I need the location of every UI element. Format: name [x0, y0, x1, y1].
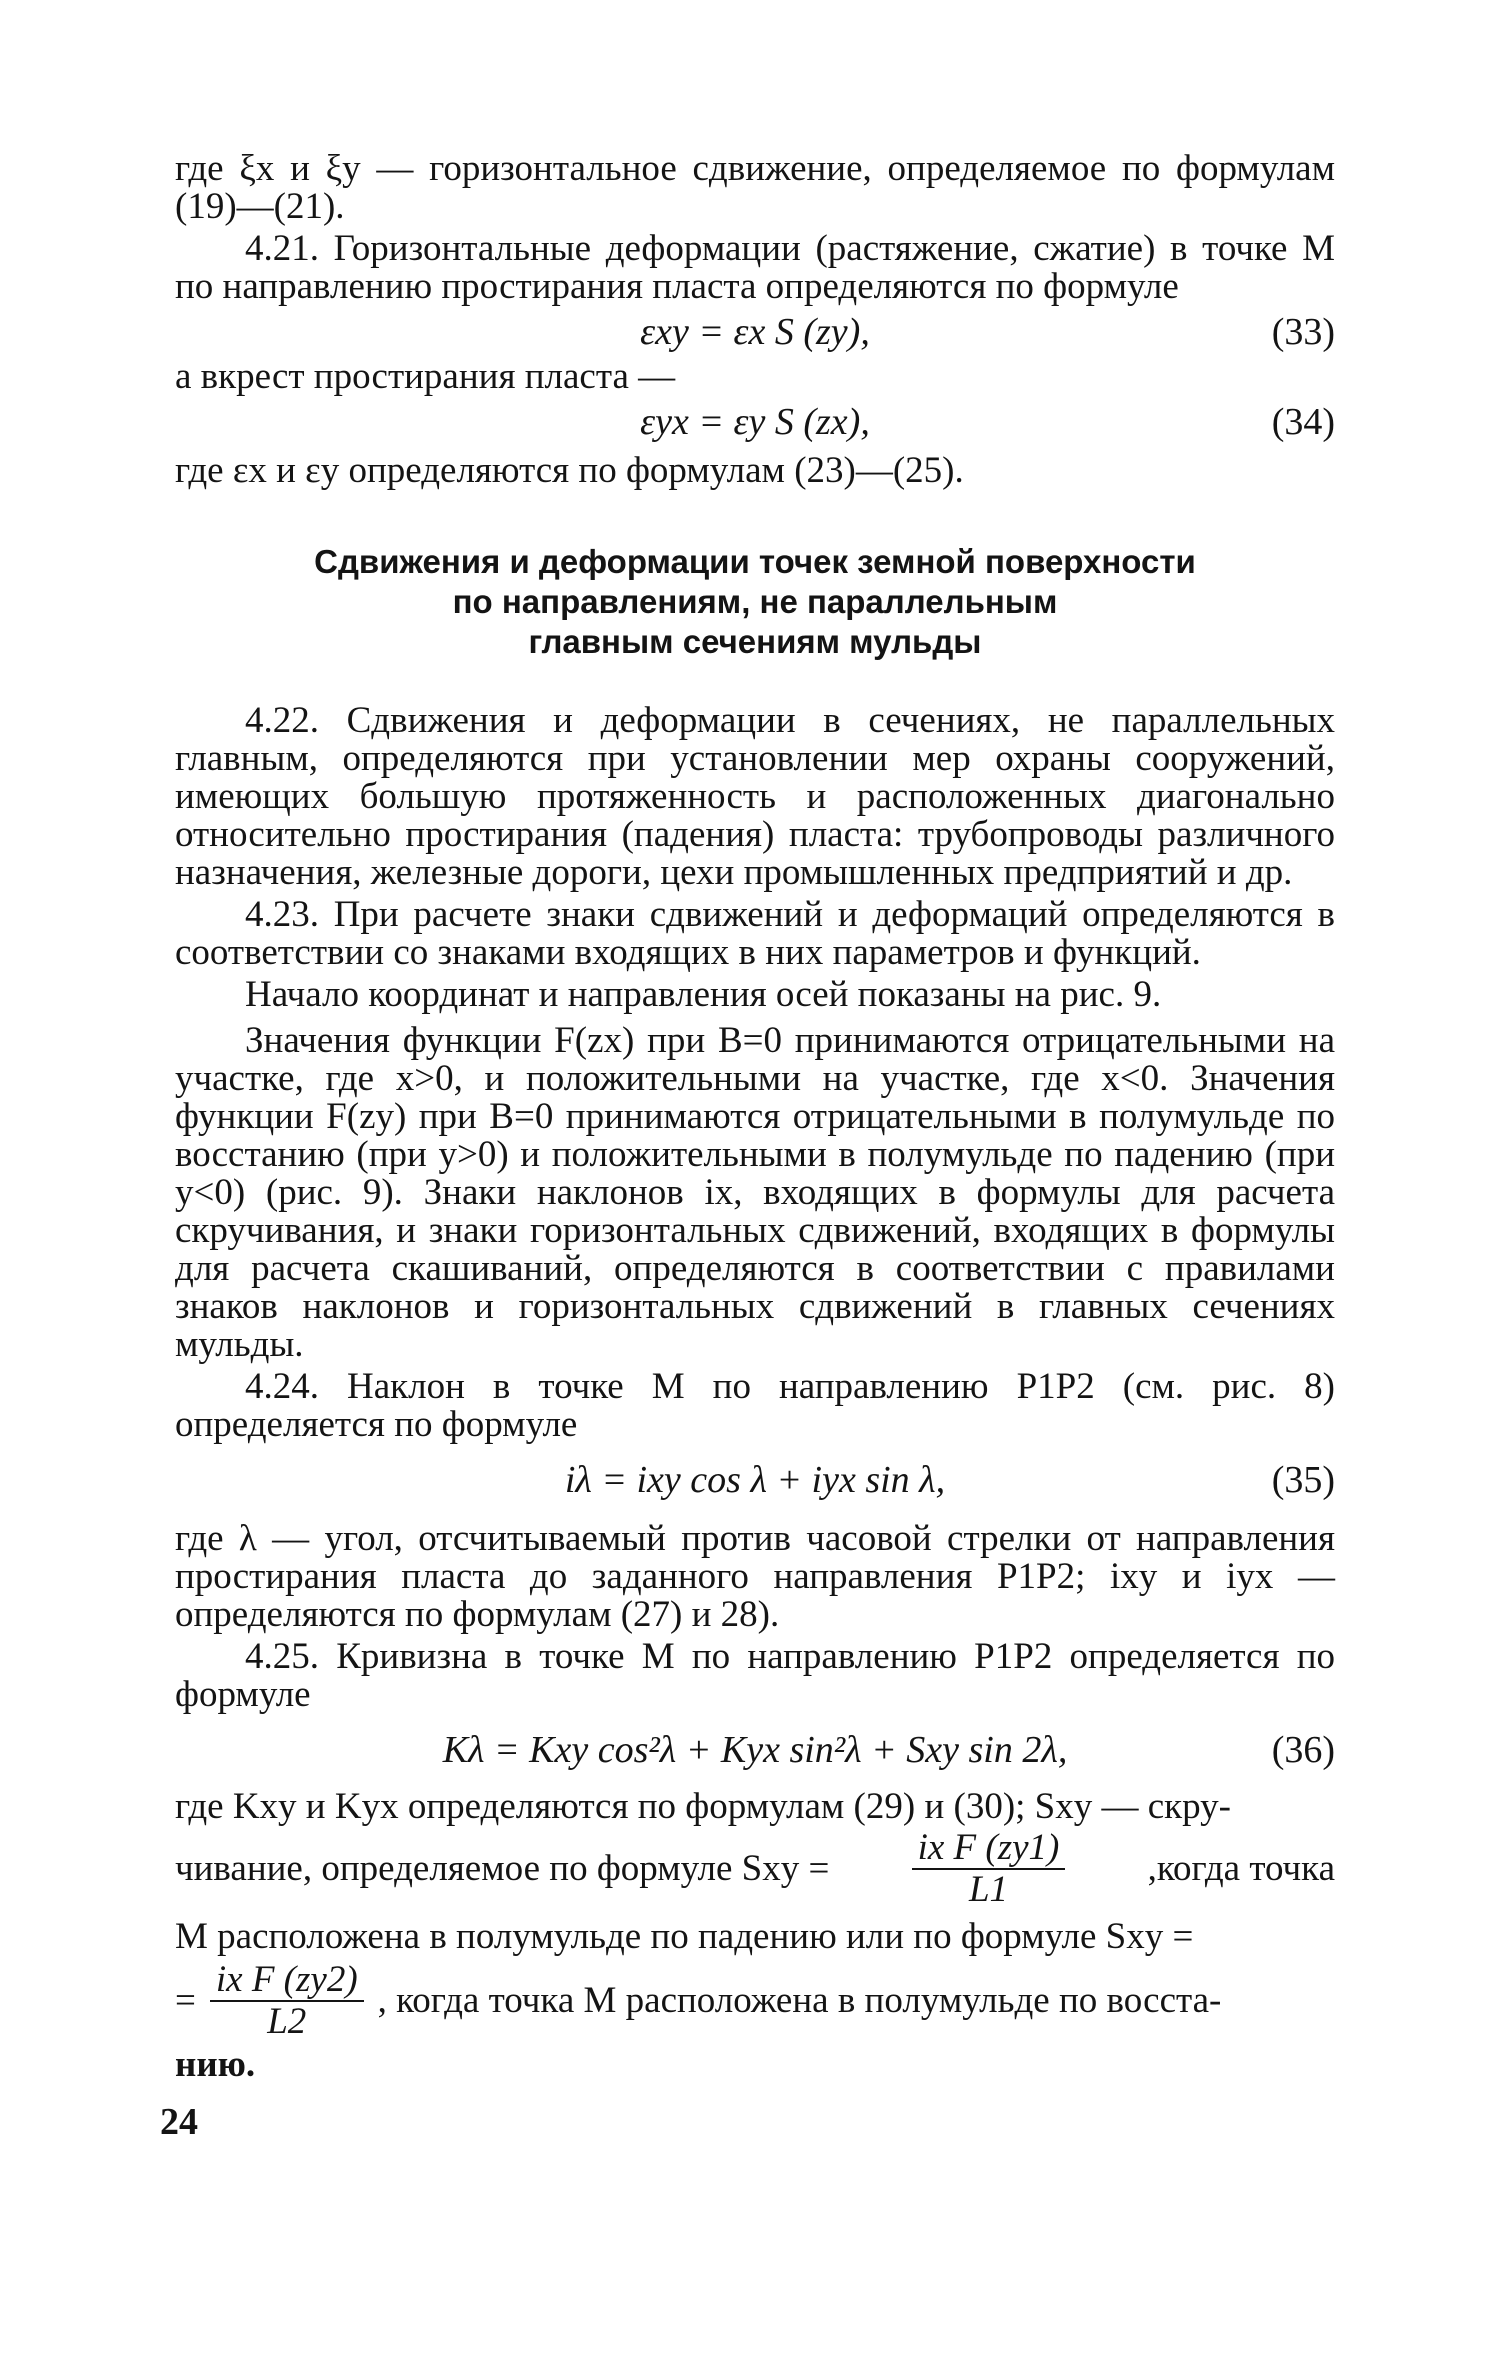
paragraph: 4.23. При расчете знаки сдвижений и деформаций определяются в соответствии со знаками входящих в них параметров и функций. [175, 894, 1335, 973]
text-fragment: ,когда точка [1147, 1848, 1335, 1889]
formula-36 [175, 1724, 1335, 1782]
text-fragment: = [175, 1980, 196, 2021]
formula-expression: εyx = εy S (zx), [640, 401, 870, 443]
inline-formula-line [175, 1960, 1335, 2042]
fraction-denominator: L2 [267, 2001, 307, 2042]
paragraph: нию. [175, 2044, 256, 2085]
paragraph: 4.21. Горизонтальные деформации (растяжение, сжатие) в точке М по направлению простирания пласта определяются по формуле [175, 228, 1335, 307]
heading-line: главным сечениям мульды [528, 623, 982, 660]
paragraph: где εx и εy определяются по формулам (23)—(25). [175, 450, 964, 491]
fraction [912, 1828, 1066, 1910]
formula-expression: iλ = ixy cos λ + iyx sin λ, [564, 1459, 946, 1501]
formula-34 [175, 396, 1335, 444]
paragraph: 4.25. Кривизна в точке М по направлению P1P2 определяется по формуле [175, 1636, 1335, 1715]
formula-number: (33) [1271, 311, 1335, 353]
heading-line: по направлениям, не параллельным [452, 583, 1058, 620]
paragraph: М расположена в полумульде по падению или по формуле Sxy = [175, 1916, 1194, 1957]
fraction-numerator: ix F (zy1) [912, 1828, 1066, 1870]
text-fragment: , когда точка М расположена в полумульде по восста- [377, 1980, 1222, 2021]
paragraph: где ξx и ξy — горизонтальное сдвижение, определяемое по формулам (19)—(21). [175, 148, 1335, 227]
section-heading [175, 542, 1335, 662]
fraction [210, 1960, 364, 2042]
page-number: 24 [160, 2101, 198, 2143]
text-column [175, 150, 1335, 2084]
formula-33 [175, 306, 1335, 354]
fraction-denominator: L1 [968, 1869, 1009, 1910]
formula-expression: εxy = εx S (zy), [640, 311, 870, 353]
paragraph: 4.22. Сдвижения и деформации в сечениях, не параллельных главным, определяются при установлении мер охраны сооружений, имеющих большую протяженность и расположенных диагонально относительно простирания (падения) пласта: трубопроводы различного назначения, железные дороги, цехи промышленных предприятий и др. [175, 700, 1335, 893]
formula-expression: Kλ = Kxy cos²λ + Kyx sin²λ + Sxy sin 2λ, [442, 1729, 1068, 1771]
paragraph: где λ — угол, отсчитываемый против часовой стрелки от направления простирания пласта до заданного направления P1P2; ixy и iyx — определяются по формулам (27) и 28). [175, 1518, 1335, 1635]
formula-number: (35) [1271, 1459, 1335, 1501]
formula-number: (36) [1271, 1729, 1335, 1771]
formula-35 [175, 1454, 1335, 1512]
fraction-numerator: ix F (zy2) [210, 1960, 364, 2002]
inline-formula-line [175, 1828, 1335, 1910]
paragraph: а вкрест простирания пласта — [175, 356, 676, 397]
heading-line: Сдвижения и деформации точек земной поверхности [314, 543, 1196, 580]
formula-number: (34) [1271, 401, 1335, 443]
paragraph: Значения функции F(zx) при B=0 принимаются отрицательными на участке, где x>0, и положительными на участке, где x<0. Значения функции F(zy) при B=0 принимаются отрицательными в полумульде по восстанию (при y>0) и положительными в полумульде по падению (при y<0) (рис. 9). Знаки наклонов ix, входящих в формулы для расчета скручивания, и знаки горизонтальных сдвижений, входящих в формулы для расчета скашиваний, определяются в соответствии с правилами знаков наклонов и горизонтальных сдвижений в главных сечениях мульды. [175, 1020, 1335, 1365]
paragraph: 4.24. Наклон в точке М по направлению P1P2 (см. рис. 8) определяется по формуле [175, 1366, 1335, 1445]
paragraph: Начало координат и направления осей показаны на рис. 9. [245, 974, 1162, 1015]
paragraph: где Kxy и Kyx определяются по формулам (29) и (30); Sxy — скру- [175, 1786, 1231, 1827]
text-fragment: чивание, определяемое по формуле Sxy = [175, 1848, 830, 1889]
